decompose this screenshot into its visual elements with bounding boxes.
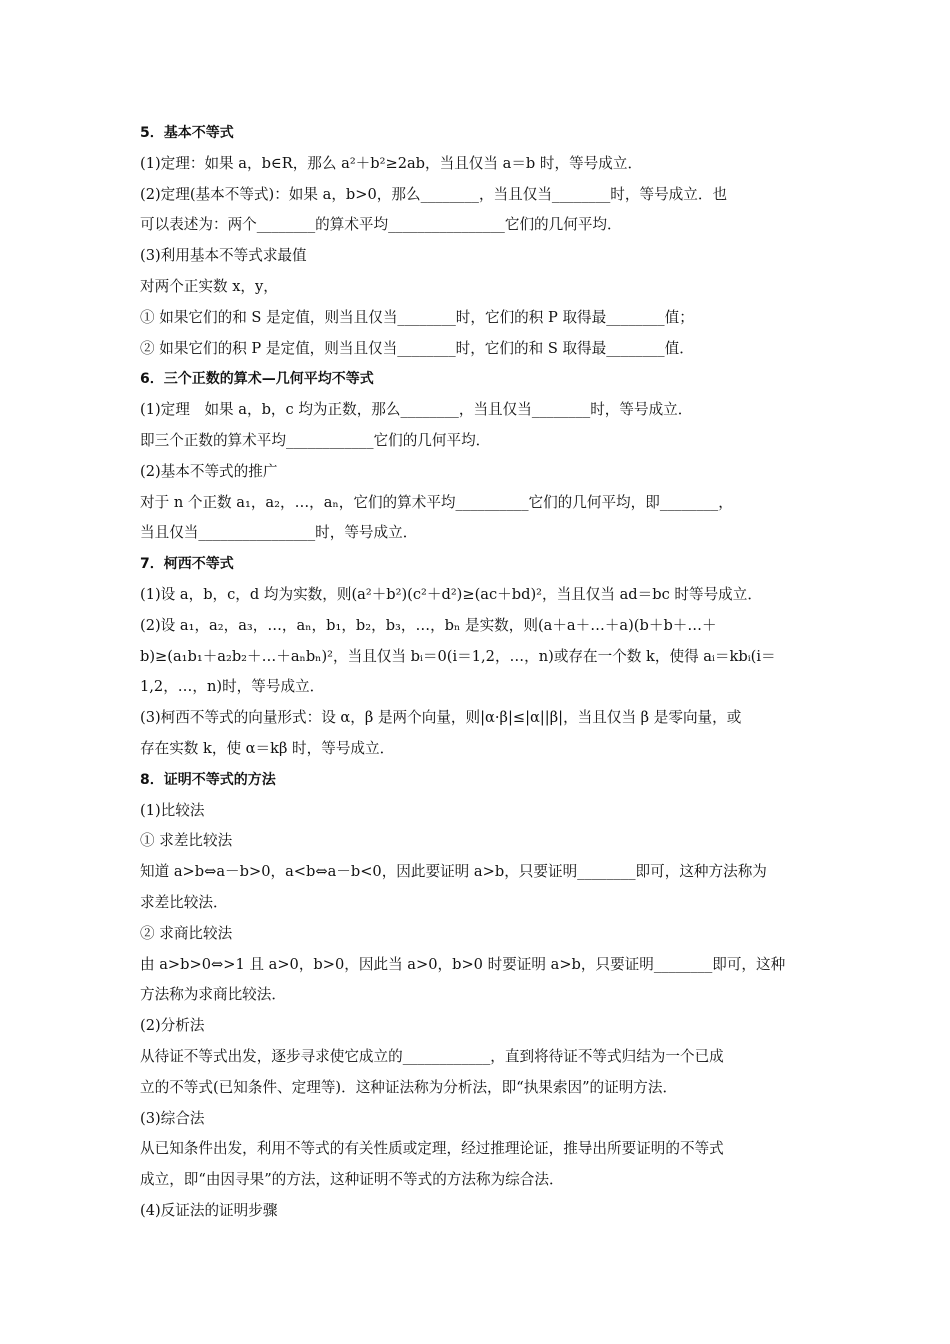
text-line: (1)定理：如果 a，b∈R，那么 a²＋b²≥2ab，当且仅当 a＝b 时，等号成立． bbox=[140, 154, 643, 172]
text-line: 从待证不等式出发，逐步寻求使它成立的____________，直到将待证不等式归结为一个已成 bbox=[140, 1047, 724, 1065]
text-line: 求差比较法． bbox=[140, 893, 228, 911]
section-heading: 7．柯西不等式 bbox=[140, 556, 234, 573]
text-line: (3)柯西不等式的向量形式：设 α，β 是两个向量，则|α·β|≤|α||β|，当且仅当 β 是零向量，或 bbox=[140, 709, 742, 727]
text-line: 立的不等式(已知条件、定理等)．这种证法称为分析法，即“执果索因”的证明方法． bbox=[140, 1078, 678, 1096]
section-heading: 8．证明不等式的方法 bbox=[140, 771, 276, 788]
document-page bbox=[140, 118, 812, 1227]
text-line: 可以表述为：两个________的算术平均________________它们的几何平均． bbox=[140, 216, 622, 234]
text-line: 对两个正实数 x，y， bbox=[140, 277, 278, 295]
text-line: 即三个正数的算术平均____________它们的几何平均． bbox=[140, 431, 491, 449]
text-line: b)≥(a₁b₁＋a₂b₂＋…＋aₙbₙ)²，当且仅当 bᵢ＝0(i＝1,2，…，n)或存在一个数 k，使得 aᵢ＝kbᵢ(i＝ bbox=[140, 647, 776, 665]
text-line: ① 如果它们的和 S 是定值，则当且仅当________时，它们的积 P 取得最________值； bbox=[140, 308, 694, 326]
text-line: ② 如果它们的积 P 是定值，则当且仅当________时，它们的和 S 取得最________值． bbox=[140, 339, 694, 357]
text-line: (1)定理 如果 a，b，c 均为正数，那么________，当且仅当________时，等号成立． bbox=[140, 401, 693, 419]
text-line: 知道 a>b⇔a－b>0，a<b⇔a－b<0，因此要证明 a>b，只要证明________即可，这种方法称为 bbox=[140, 863, 767, 881]
text-line: 方法称为求商比较法． bbox=[140, 986, 286, 1004]
text-line: 1,2，…，n)时，等号成立． bbox=[140, 678, 325, 696]
text-line: ② 求商比较法 bbox=[140, 924, 233, 942]
text-line: (2)设 a₁，a₂，a₃，…，aₙ，b₁，b₂，b₃，…，bₙ 是实数，则(a＋a＋…＋a)(b＋b＋…＋ bbox=[140, 616, 717, 634]
text-line: (1)设 a，b，c，d 均为实数，则(a²＋b²)(c²＋d²)≥(ac＋bd)²，当且仅当 ad＝bc 时等号成立． bbox=[140, 585, 762, 603]
text-line: (2)分析法 bbox=[140, 1017, 205, 1035]
text-line: 成立，即“由因寻果”的方法，这种证明不等式的方法称为综合法． bbox=[140, 1171, 564, 1189]
text-line: (3)综合法 bbox=[140, 1109, 205, 1127]
text-line: 对于 n 个正数 a₁，a₂，…，aₙ，它们的算术平均__________它们的几何平均，即________， bbox=[140, 493, 733, 511]
text-line: 从已知条件出发，利用不等式的有关性质或定理，经过推理论证，推导出所要证明的不等式 bbox=[140, 1140, 724, 1158]
text-line: (3)利用基本不等式求最值 bbox=[140, 247, 307, 265]
section-heading: 6．三个正数的算术—几何平均不等式 bbox=[140, 371, 374, 388]
text-line: 存在实数 k，使 α＝kβ 时，等号成立． bbox=[140, 739, 395, 757]
text-line: 当且仅当________________时，等号成立． bbox=[140, 524, 418, 542]
text-line: (1)比较法 bbox=[140, 801, 205, 819]
text-line: (2)定理(基本不等式)：如果 a，b>0，那么________，当且仅当________时，等号成立．也 bbox=[140, 185, 728, 203]
text-line: (4)反证法的证明步骤 bbox=[140, 1201, 278, 1219]
text-line: (2)基本不等式的推广 bbox=[140, 462, 278, 480]
text-line: 由 a>b>0⇔>1 且 a>0，b>0，因此当 a>0，b>0 时要证明 a>b，只要证明________即可，这种 bbox=[140, 955, 786, 973]
text-line: ① 求差比较法 bbox=[140, 832, 233, 850]
section-heading: 5．基本不等式 bbox=[140, 125, 234, 141]
